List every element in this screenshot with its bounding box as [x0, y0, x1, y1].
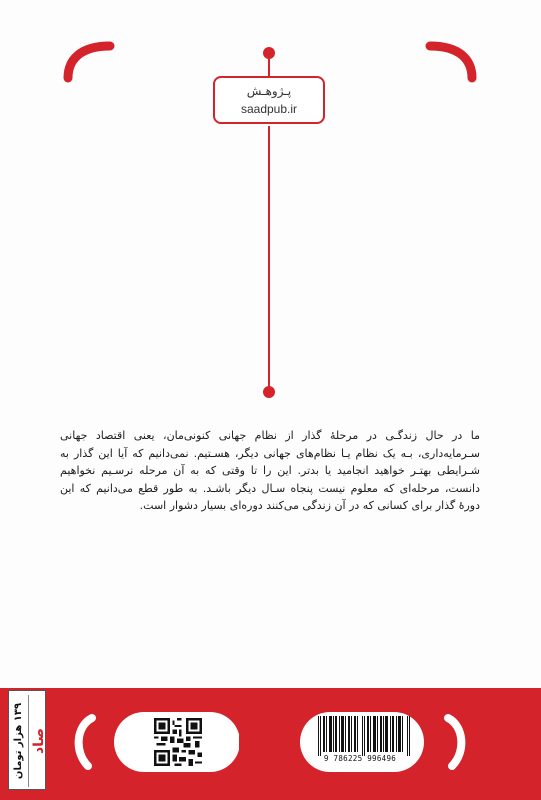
- connector-line: [268, 58, 270, 76]
- publisher-name-vertical: صاد: [31, 728, 47, 754]
- category-label: پـژوهـش: [246, 84, 292, 98]
- barcode-number: 9 786225 996496: [323, 754, 397, 763]
- back-cover-blurb: ما در حال زندگـی در مرحلۀ گذار از نظام جهانی کنونی‌مان، یعنی اقتصاد جهانی سـرمایه‌داری، بـه یک نظام یـا نظام‌های جهانی دیگر، هسـتیم. نمی‌دانیم که آیا این گذار به شـرایطی بهتـر خواهید انجامید یا بدتر. این را تا وقتی که به آن مرحله نرسـیم نخواهیم دانست، مرحله‌ای که معلوم نیست پنجاه سـال دیگر باشـد. به طور قطع می‌دانیم که این دورۀ گذار برای کسانی که در آن زندگی می‌کنند دوره‌ای بسیار دشوار است.: [60, 429, 480, 512]
- price-divider: [28, 695, 29, 787]
- barcode-icon: [318, 716, 410, 756]
- publisher-logo-icon: [236, 724, 296, 760]
- decorative-curve-icon: [58, 38, 118, 98]
- publisher-website: saadpub.ir: [240, 102, 298, 116]
- connector-dot-bottom: [263, 386, 275, 398]
- price-text: ۱۳۹ هزار تومان: [13, 702, 24, 780]
- category-box: [213, 76, 325, 124]
- connector-line: [268, 126, 270, 388]
- decorative-curve-icon: [66, 712, 102, 772]
- price-label-box: [8, 690, 46, 790]
- decorative-curve-icon: [422, 38, 482, 98]
- qr-code-icon: [154, 718, 202, 766]
- decorative-curve-icon: [438, 712, 474, 772]
